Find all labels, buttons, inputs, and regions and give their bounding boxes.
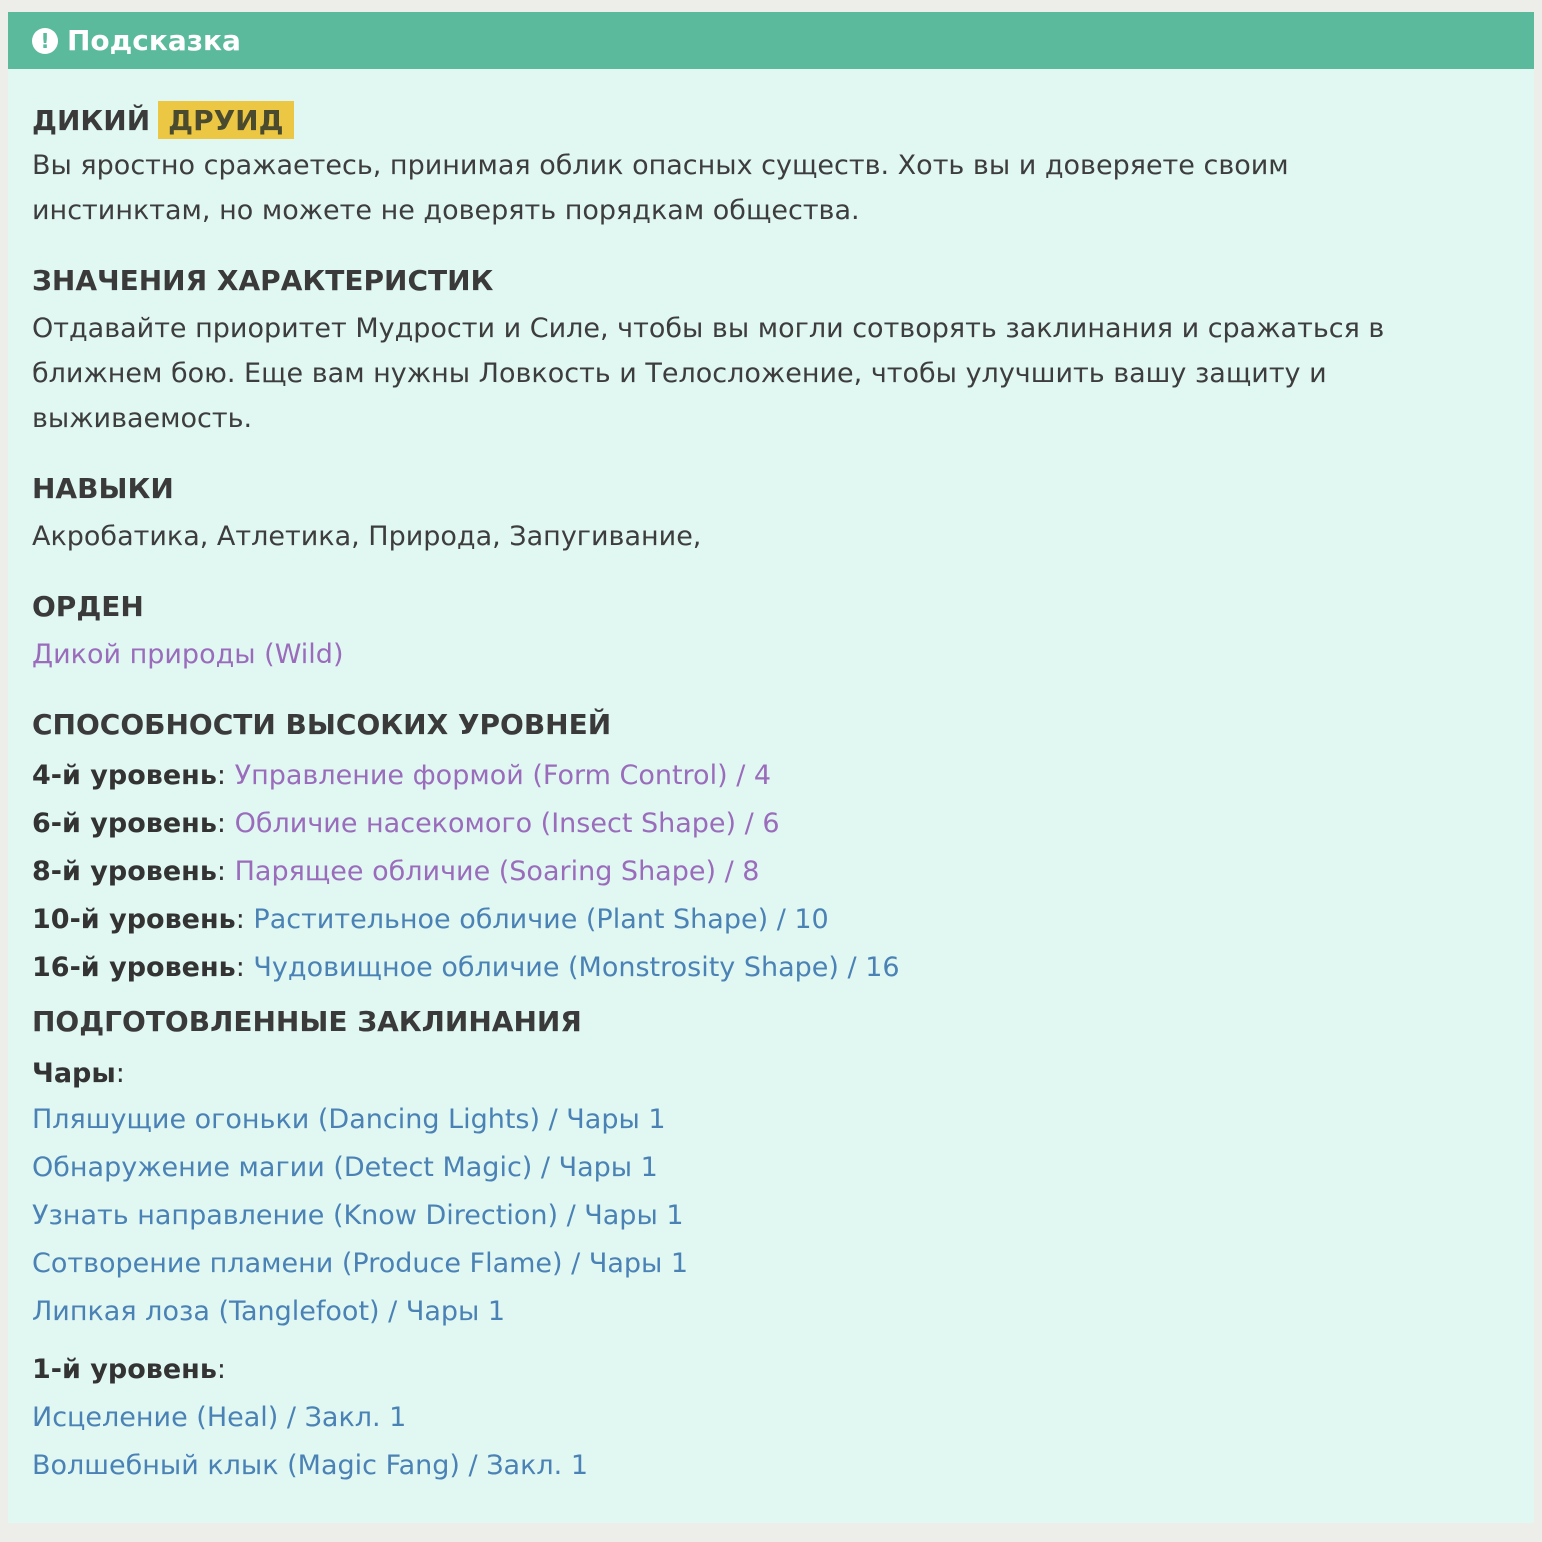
ability-scores-line-1: Отдавайте приоритет Мудрости и Силе, чтобы вы могли сотворять заклинания и сражаться в xyxy=(32,313,1385,344)
build-title-word: ДИКИЙ xyxy=(32,104,151,137)
ability-link-soaring-shape[interactable]: Парящее обличие (Soaring Shape) / 8 xyxy=(234,856,760,887)
higher-level-item xyxy=(32,810,780,837)
ability-scores-heading: ЗНАЧЕНИЯ ХАРАКТЕРИСТИК xyxy=(32,264,494,297)
level-separator: : xyxy=(216,808,227,839)
spell-link-know-direction[interactable]: Узнать направление (Know Direction) / Чары 1 xyxy=(32,1200,684,1231)
build-description-line-2: инстинктам, но можете не доверять порядкам общества. xyxy=(32,195,860,226)
level-label: 16-й уровень xyxy=(32,952,236,983)
spell-link-dancing-lights[interactable]: Пляшущие огоньки (Dancing Lights) / Чары 1 xyxy=(32,1104,666,1135)
tip-header xyxy=(8,12,1534,69)
level-label: 8-й уровень xyxy=(32,856,217,887)
build-description-line-1: Вы яростно сражаетесь, принимая облик опасных существ. Хоть вы и доверяете своим xyxy=(32,150,1289,181)
class-badge: ДРУИД xyxy=(158,101,293,139)
level-separator: : xyxy=(216,760,227,791)
level1-separator: : xyxy=(216,1354,227,1385)
prepared-spells-heading: ПОДГОТОВЛЕННЫЕ ЗАКЛИНАНИЯ xyxy=(32,1005,582,1038)
higher-level-item xyxy=(32,858,759,885)
order-link[interactable]: Дикой природы (Wild) xyxy=(32,639,344,670)
ability-link-monstrosity-shape[interactable]: Чудовищное обличие (Monstrosity Shape) / 16 xyxy=(253,952,900,983)
level-separator: : xyxy=(216,856,227,887)
cantrips-separator: : xyxy=(115,1058,125,1089)
skills-text: Акробатика, Атлетика, Природа, Запугивание, xyxy=(32,521,702,552)
alert-circle-icon: ! xyxy=(32,28,58,54)
higher-level-item xyxy=(32,762,771,789)
ability-scores-line-2: ближнем бою. Еще вам нужны Ловкость и Телосложение, чтобы улучшить вашу защиту и xyxy=(32,358,1327,389)
ability-scores-line-3: выживаемость. xyxy=(32,403,253,434)
ability-link-plant-shape[interactable]: Растительное обличие (Plant Shape) / 10 xyxy=(253,904,829,935)
ability-link-insect-shape[interactable]: Обличие насекомого (Insect Shape) / 6 xyxy=(234,808,780,839)
spell-link-heal[interactable]: Исцеление (Heal) / Закл. 1 xyxy=(32,1402,407,1433)
tip-panel xyxy=(8,12,1534,1523)
skills-heading: НАВЫКИ xyxy=(32,472,174,505)
higher-level-item xyxy=(32,954,900,981)
ability-link-form-control[interactable]: Управление формой (Form Control) / 4 xyxy=(234,760,772,791)
higher-level-heading: СПОСОБНОСТИ ВЫСОКИХ УРОВНЕЙ xyxy=(32,708,612,741)
level-label: 10-й уровень xyxy=(32,904,236,935)
order-heading: ОРДЕН xyxy=(32,590,144,623)
spell-link-tanglefoot[interactable]: Липкая лоза (Tanglefoot) / Чары 1 xyxy=(32,1296,506,1327)
higher-level-item xyxy=(32,906,829,933)
level-label: 4-й уровень xyxy=(32,760,217,791)
cantrips-label: Чары xyxy=(32,1058,116,1089)
tip-title: Подсказка xyxy=(67,24,241,57)
build-title xyxy=(32,101,294,139)
level-separator: : xyxy=(235,904,245,935)
cantrips-label-line xyxy=(32,1060,125,1087)
level1-label-line xyxy=(32,1356,226,1383)
spell-link-produce-flame[interactable]: Сотворение пламени (Produce Flame) / Чары 1 xyxy=(32,1248,689,1279)
spell-link-detect-magic[interactable]: Обнаружение магии (Detect Magic) / Чары 1 xyxy=(32,1152,658,1183)
level-label: 6-й уровень xyxy=(32,808,217,839)
level-separator: : xyxy=(235,952,245,983)
level1-label: 1-й уровень xyxy=(32,1354,217,1385)
spell-link-magic-fang[interactable]: Волшебный клык (Magic Fang) / Закл. 1 xyxy=(32,1450,588,1481)
